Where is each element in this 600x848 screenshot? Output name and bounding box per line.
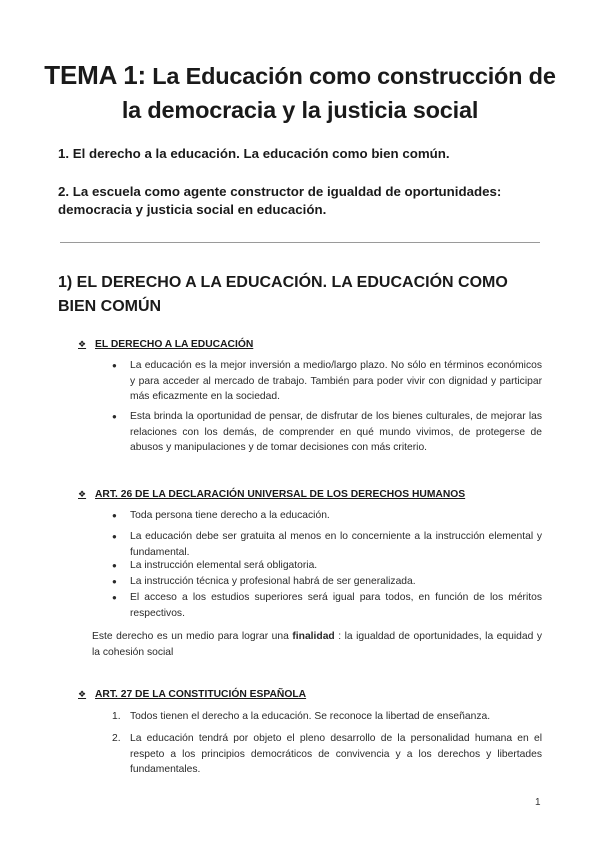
item-number: 1.: [112, 711, 121, 722]
item-number: 2.: [112, 733, 121, 744]
document-title: [40, 58, 560, 127]
subsection-heading-text: ART. 26 DE LA DECLARACIÓN UNIVERSAL DE LOS DERECHOS HUMANOS: [95, 489, 466, 500]
list-item: [112, 590, 542, 621]
bullet-icon: ●: [112, 593, 117, 602]
numbered-item-text: La educación tendrá por objeto el pleno desarrollo de la personalidad humana en el respeto a los principios democráticos de convivencia y a los derechos y libertades fundamentales.: [130, 733, 542, 775]
paragraph-emphasis: finalidad: [292, 631, 335, 642]
subsection-heading: [78, 487, 548, 502]
list-item: [112, 409, 542, 456]
list-item-text: La educación debe ser gratuita al menos en lo concerniente a la instrucción elemental y fundamental.: [130, 531, 542, 558]
paragraph-text: : la igualdad de oportunidades, la equidad y la cohesión social: [92, 631, 542, 658]
list-item-text: La instrucción técnica y profesional habrá de ser generalizada.: [130, 576, 416, 587]
diamond-bullet-icon: ❖: [78, 689, 87, 699]
paragraph-text: Este derecho es un medio para lograr una: [92, 631, 293, 642]
title-text: La Educación como construcción de la democracia y la justicia social: [121, 63, 556, 123]
diamond-bullet-icon: ❖: [78, 339, 87, 349]
section-heading: 1) EL DERECHO A LA EDUCACIÓN. LA EDUCACIÓN COMO BIEN COMÚN: [58, 274, 508, 315]
subsection-art27: [78, 687, 548, 775]
bullet-icon: ●: [112, 412, 117, 421]
index-item-1: 1. El derecho a la educación. La educación como bien común.: [58, 146, 450, 161]
title-prefix: TEMA 1:: [44, 60, 146, 90]
list-item: [112, 529, 542, 560]
numbered-item-text: Todos tienen el derecho a la educación. Se reconoce la libertad de enseñanza.: [130, 711, 491, 722]
subsection-heading: [78, 687, 548, 702]
list-item: [112, 358, 542, 405]
list-item-text: Toda persona tiene derecho a la educación.: [130, 510, 330, 521]
page-number: 1: [535, 797, 541, 808]
index-item-2: 2. La escuela como agente constructor de igualdad de oportunidades: democracia y justicia social en educación.: [58, 184, 502, 217]
subsection-heading: [78, 337, 548, 352]
list-item-text: El acceso a los estudios superiores será igual para todos, en función de los méritos respectivos.: [130, 592, 542, 619]
list-item-text: Esta brinda la oportunidad de pensar, de disfrutar de los bienes culturales, de mejorar las relaciones con los demás, de comprender en qué mundo vivimos, de protegerse de abusos y manipulaciones y de tomar decisiones con más criterio.: [130, 411, 542, 453]
subsection-art26: [78, 487, 548, 619]
bullet-icon: ●: [112, 511, 117, 520]
list-item: [112, 508, 542, 524]
numbered-item: [112, 709, 542, 725]
subsection-heading-text: EL DERECHO A LA EDUCACIÓN: [95, 339, 254, 350]
list-item-text: La instrucción elemental será obligatoria.: [130, 560, 318, 571]
finalidad-paragraph: [92, 629, 542, 660]
subsection-derecho: [78, 337, 548, 453]
numbered-item: [112, 731, 542, 778]
list-item-text: La educación es la mejor inversión a medio/largo plazo. No sólo en términos económicos y para acceder al mercado de trabajo. También para poder vivir con dignidad y participar más eficazmente en la sociedad.: [130, 360, 542, 402]
horizontal-divider: [60, 242, 540, 243]
list-item: [112, 574, 542, 590]
bullet-icon: ●: [112, 577, 117, 586]
bullet-icon: ●: [112, 561, 117, 570]
subsection-heading-text: ART. 27 DE LA CONSTITUCIÓN ESPAÑOLA: [95, 689, 307, 700]
diamond-bullet-icon: ❖: [78, 489, 87, 499]
bullet-icon: ●: [112, 361, 117, 370]
list-item: [112, 558, 542, 574]
bullet-icon: ●: [112, 532, 117, 541]
